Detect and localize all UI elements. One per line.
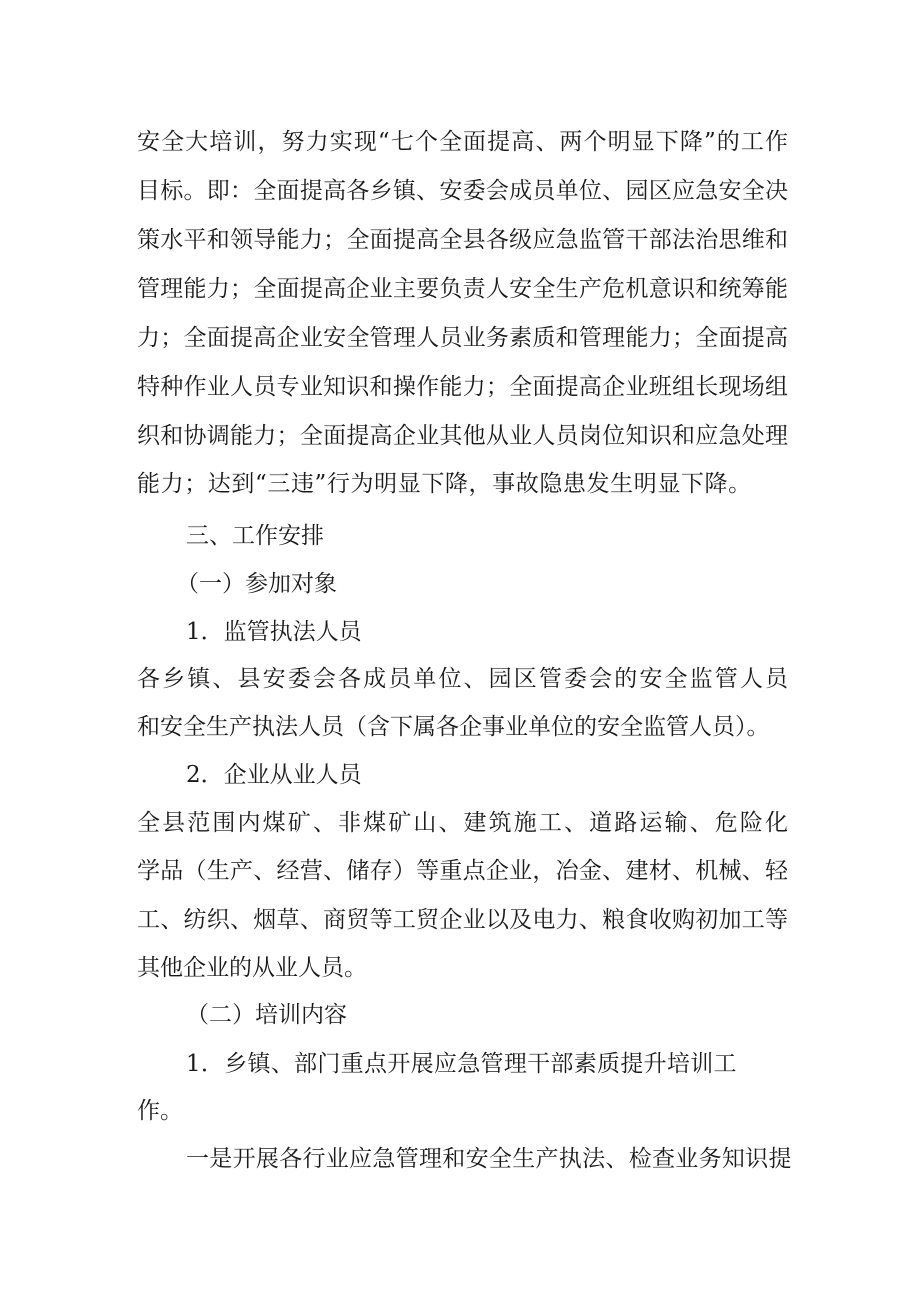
subsection-heading: （二）培训内容 [186,1002,347,1028]
section-heading: 三、工作安排 [186,523,324,549]
item-title: 1．乡镇、部门重点开展应急管理干部素质提升培训工 [186,1051,737,1077]
paragraph-line: 其他企业的从业人员。 [137,955,367,981]
item-title: 1．监管执法人员 [186,619,362,645]
paragraph-line: 策水平和领导能力；全面提高全县各级应急监管干部法治思维和 [137,227,788,253]
paragraph-line: 织和协调能力；全面提高企业其他从业人员岗位知识和应急处理 [137,423,788,449]
paragraph-line: 全县范围内煤矿、非煤矿山、建筑施工、道路运输、危险化 [137,810,788,836]
item-title: 2．企业从业人员 [186,762,362,788]
paragraph-line: 学品（生产、经营、储存）等重点企业，冶金、建材、机械、轻 [137,858,788,884]
paragraph-line: 和安全生产执法人员（含下属各企事业单位的安全监管人员）。 [137,714,770,740]
paragraph-line: 管理能力；全面提高企业主要负责人安全生产危机意识和统筹能 [137,276,788,302]
paragraph-line: 安全大培训，努力实现“七个全面提高、两个明显下降”的工作 [137,129,788,155]
paragraph-line: 能力；达到“三违”行为明显下降，事故隐患发生明显下降。 [137,471,752,497]
paragraph-line: 各乡镇、县安委会各成员单位、园区管委会的安全监管人员 [137,666,788,692]
paragraph-line: 目标。即：全面提高各乡镇、安委会成员单位、园区应急安全决 [137,178,788,204]
item-title-continuation: 作。 [137,1098,183,1124]
paragraph-line: 特种作业人员专业知识和操作能力；全面提高企业班组长现场组 [137,374,788,400]
paragraph-line: 一是开展各行业应急管理和安全生产执法、检查业务知识提 [186,1146,792,1172]
subsection-heading: （一）参加对象 [176,571,337,597]
paragraph-line: 力；全面提高企业安全管理人员业务素质和管理能力；全面提高 [137,325,788,351]
paragraph-line: 工、纺织、烟草、商贸等工贸企业以及电力、粮食收购初加工等 [137,907,788,933]
